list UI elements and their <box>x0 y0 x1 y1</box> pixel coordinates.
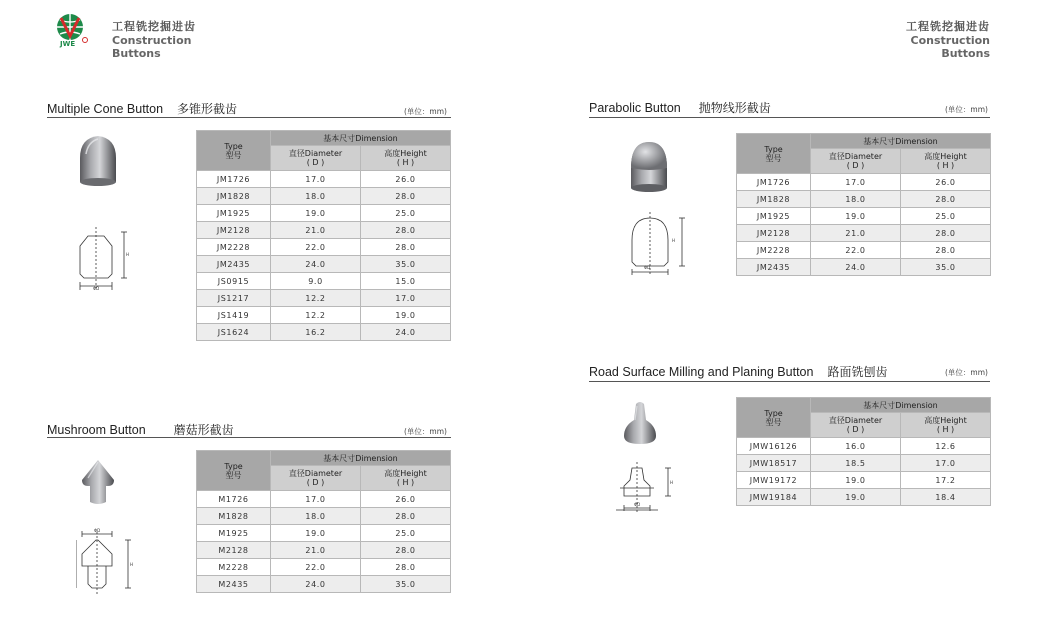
table-row <box>737 174 991 191</box>
diameter-cell: 18.0 <box>271 508 361 525</box>
type-cell: JMW19184 <box>737 489 811 506</box>
diameter-cell: 18.0 <box>811 191 901 208</box>
height-header: 高度Height ( H ) <box>901 413 991 438</box>
table-row <box>197 576 451 593</box>
height-cell: 25.0 <box>361 525 451 542</box>
unit-label: (单位：mm) <box>945 105 988 114</box>
type-header: Type 型号 <box>737 398 811 438</box>
diameter-cell: 22.0 <box>271 239 361 256</box>
table-row <box>197 239 451 256</box>
drawing-d-label: ΦD <box>634 502 641 507</box>
type-cell: JM2228 <box>737 242 811 259</box>
diameter-cell: 16.2 <box>271 324 361 341</box>
type-cell: JM1726 <box>737 174 811 191</box>
type-cell: JM1828 <box>737 191 811 208</box>
height-cell: 28.0 <box>361 559 451 576</box>
section-title-parabolic <box>589 99 771 116</box>
diameter-cell: 24.0 <box>811 259 901 276</box>
section-title-cn: 蘑菇形截齿 <box>173 423 234 437</box>
height-cell: 28.0 <box>361 542 451 559</box>
height-cell: 18.4 <box>901 489 991 506</box>
diameter-cell: 24.0 <box>271 256 361 273</box>
spec-table-parabolic <box>736 133 991 276</box>
unit-label: (单位：mm) <box>404 107 447 116</box>
section-title-en: Mushroom Button <box>47 423 146 437</box>
type-cell: JM1925 <box>197 205 271 222</box>
diameter-cell: 17.0 <box>271 171 361 188</box>
height-cell: 25.0 <box>901 208 991 225</box>
height-cell: 25.0 <box>361 205 451 222</box>
diameter-cell: 16.0 <box>811 438 901 455</box>
diameter-cell: 19.0 <box>811 208 901 225</box>
height-cell: 28.0 <box>901 191 991 208</box>
diameter-cell: 19.0 <box>271 525 361 542</box>
height-cell: 28.0 <box>901 225 991 242</box>
type-cell: JM1726 <box>197 171 271 188</box>
type-cell: JS1217 <box>197 290 271 307</box>
dimension-header: 基本尺寸Dimension <box>271 451 451 466</box>
section-divider <box>47 117 451 118</box>
diameter-cell: 21.0 <box>271 222 361 239</box>
height-cell: 19.0 <box>361 307 451 324</box>
table-row <box>737 208 991 225</box>
height-header: 高度Height ( H ) <box>361 146 451 171</box>
type-cell: JM1925 <box>737 208 811 225</box>
drawing-d-label: ΦD <box>644 265 651 270</box>
diameter-cell: 17.0 <box>271 491 361 508</box>
height-cell: 15.0 <box>361 273 451 290</box>
section-title-cn: 抛物线形截齿 <box>698 101 771 115</box>
table-row <box>197 508 451 525</box>
type-cell: M1828 <box>197 508 271 525</box>
section-divider <box>589 117 990 118</box>
section-title-mushroom <box>47 421 234 438</box>
header-title-cn: 工程铣挖掘进齿 <box>112 20 196 33</box>
diameter-cell: 18.0 <box>271 188 361 205</box>
type-cell: JM1828 <box>197 188 271 205</box>
multiple-cone-button-photo <box>76 134 120 188</box>
diameter-cell: 21.0 <box>271 542 361 559</box>
diameter-cell: 18.5 <box>811 455 901 472</box>
diameter-cell: 19.0 <box>811 472 901 489</box>
drawing-h-label: H <box>672 238 676 243</box>
type-cell: JMW19172 <box>737 472 811 489</box>
table-row <box>737 191 991 208</box>
height-cell: 28.0 <box>361 508 451 525</box>
type-cell: JM2228 <box>197 239 271 256</box>
unit-label: (单位：mm) <box>945 368 988 377</box>
diameter-cell: 19.0 <box>811 489 901 506</box>
spec-table-mushroom <box>196 450 451 593</box>
table-row <box>197 491 451 508</box>
type-cell: M2228 <box>197 559 271 576</box>
diameter-cell: 24.0 <box>271 576 361 593</box>
diameter-cell: 19.0 <box>271 205 361 222</box>
height-cell: 28.0 <box>901 242 991 259</box>
height-cell: 26.0 <box>361 491 451 508</box>
mushroom-button-photo <box>78 458 118 508</box>
table-row <box>197 171 451 188</box>
road-drawing <box>616 460 682 520</box>
diameter-header: 直径Diameter ( D ) <box>271 466 361 491</box>
spec-table-multiple-cone <box>196 130 451 341</box>
type-cell: JS0915 <box>197 273 271 290</box>
type-cell: JS1624 <box>197 324 271 341</box>
type-header: Type 型号 <box>737 134 811 174</box>
diameter-cell: 9.0 <box>271 273 361 290</box>
multiple-cone-drawing <box>76 224 134 296</box>
table-row <box>737 438 991 455</box>
type-cell: M2128 <box>197 542 271 559</box>
type-cell: M2435 <box>197 576 271 593</box>
parabolic-button-photo <box>627 140 671 196</box>
table-row <box>737 242 991 259</box>
section-title-road <box>589 363 887 380</box>
diameter-cell: 22.0 <box>271 559 361 576</box>
header-title-en-1: Construction <box>112 34 192 47</box>
height-cell: 28.0 <box>361 188 451 205</box>
type-cell: JM2128 <box>737 225 811 242</box>
type-cell: JM2435 <box>737 259 811 276</box>
diameter-header: 直径Diameter ( D ) <box>811 413 901 438</box>
header-title-right <box>906 18 990 60</box>
drawing-d-label: ΦD <box>94 528 101 533</box>
dimension-header: 基本尺寸Dimension <box>271 131 451 146</box>
header-title-cn-right: 工程铣挖掘进齿 <box>906 20 990 33</box>
type-header: Type 型号 <box>197 131 271 171</box>
header-title-en-2: Buttons <box>112 47 161 60</box>
type-cell: JMW16126 <box>737 438 811 455</box>
header-title-en-1-right: Construction <box>910 34 990 47</box>
table-row <box>197 324 451 341</box>
section-divider <box>47 437 451 438</box>
section-title-en: Parabolic Button <box>589 101 681 115</box>
type-cell: M1726 <box>197 491 271 508</box>
drawing-h-label: H <box>126 252 130 257</box>
height-cell: 35.0 <box>361 256 451 273</box>
height-cell: 17.0 <box>361 290 451 307</box>
header-title-en-2-right: Buttons <box>941 47 990 60</box>
dimension-header: 基本尺寸Dimension <box>811 398 991 413</box>
table-row <box>737 489 991 506</box>
height-cell: 17.0 <box>901 455 991 472</box>
height-cell: 35.0 <box>901 259 991 276</box>
section-title-cn: 路面铣刨齿 <box>827 365 888 379</box>
table-row <box>197 222 451 239</box>
table-row <box>737 259 991 276</box>
diameter-cell: 17.0 <box>811 174 901 191</box>
table-row <box>197 256 451 273</box>
table-row <box>197 188 451 205</box>
spec-table-road <box>736 397 991 506</box>
diameter-header: 直径Diameter ( D ) <box>271 146 361 171</box>
type-cell: JMW18517 <box>737 455 811 472</box>
table-row <box>197 542 451 559</box>
table-row <box>737 472 991 489</box>
diameter-header: 直径Diameter ( D ) <box>811 149 901 174</box>
height-cell: 17.2 <box>901 472 991 489</box>
drawing-d-label: ΦD <box>93 286 100 291</box>
section-title-multiple-cone <box>47 100 237 117</box>
road-button-photo <box>620 400 660 446</box>
parabolic-drawing <box>628 212 690 278</box>
height-cell: 26.0 <box>361 171 451 188</box>
height-cell: 12.6 <box>901 438 991 455</box>
height-cell: 28.0 <box>361 222 451 239</box>
table-row <box>737 225 991 242</box>
table-row <box>197 273 451 290</box>
diameter-cell: 12.2 <box>271 307 361 324</box>
drawing-h-label: H <box>670 480 674 485</box>
section-title-en: Road Surface Milling and Planing Button <box>589 365 814 379</box>
type-cell: JM2435 <box>197 256 271 273</box>
drawing-h-label: H <box>130 562 134 567</box>
table-row <box>197 205 451 222</box>
header-title-left <box>112 18 196 60</box>
type-cell: JS1419 <box>197 307 271 324</box>
type-cell: JM2128 <box>197 222 271 239</box>
height-cell: 28.0 <box>361 239 451 256</box>
type-cell: M1925 <box>197 525 271 542</box>
diameter-cell: 12.2 <box>271 290 361 307</box>
height-cell: 35.0 <box>361 576 451 593</box>
section-title-cn: 多锥形截齿 <box>177 102 238 116</box>
table-row <box>737 455 991 472</box>
table-row <box>197 525 451 542</box>
table-row <box>197 290 451 307</box>
dimension-header: 基本尺寸Dimension <box>811 134 991 149</box>
mushroom-drawing <box>76 526 136 602</box>
diameter-cell: 22.0 <box>811 242 901 259</box>
logo-text: JWE <box>60 40 76 48</box>
unit-label: (单位：mm) <box>404 427 447 436</box>
diameter-cell: 21.0 <box>811 225 901 242</box>
table-row <box>197 559 451 576</box>
height-cell: 26.0 <box>901 174 991 191</box>
table-row <box>197 307 451 324</box>
section-title-en: Multiple Cone Button <box>47 102 164 116</box>
section-divider <box>589 381 990 382</box>
type-header: Type 型号 <box>197 451 271 491</box>
height-header: 高度Height ( H ) <box>901 149 991 174</box>
height-cell: 24.0 <box>361 324 451 341</box>
height-header: 高度Height ( H ) <box>361 466 451 491</box>
brand-logo <box>52 12 90 54</box>
